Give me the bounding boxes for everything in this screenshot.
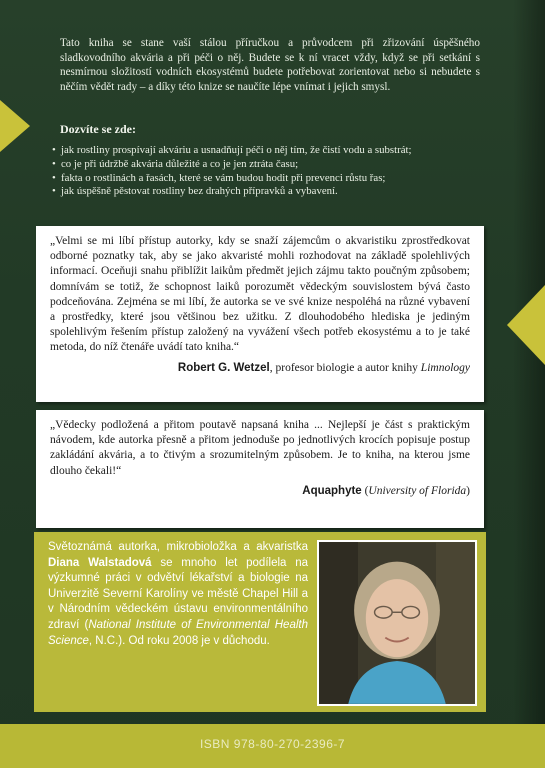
author-affil-open: ( (361, 484, 369, 497)
left-triangle-decoration (0, 100, 30, 152)
author-bio-panel (34, 532, 486, 712)
quote-wetzel (36, 226, 484, 402)
author-name: Robert G. Wetzel (177, 361, 270, 374)
quote-aquaphyte (36, 410, 484, 528)
bio-text (48, 540, 308, 649)
list-item: • fakta o rostlinách a řasách, které se vám budou hodit při prevenci růstu řas; (52, 172, 482, 186)
quote-text: „Velmi se mi líbí přístup autorky, kdy se snaží zájemcům o akvaristiku zprostředkovat odborné poznatky tak, aby se jako akvaristé mohli rozhodovat na základě spolehlivých informací. Oceňuji snahu přiblížit laikům předmět jejich zájmu takto poučným způsobem; domnívám se totiž, že schopnost laiků porozumět vědeckým souvislostem bývá často podceňována. Zejména se mi líbí, že autorka se ve své knize nespoléhá na různé vybavení a prostředky, které jsou většinou bez užitku. Z dlouhodobého hlediska je jediným spolehlivým řešením přístup založený na vyvážení všech potřeb ekosystému a to je také metoda, do níž čtenáře uvádí tato kniha.“ (50, 235, 470, 354)
bio-author-name: Diana Walstadová (48, 556, 152, 569)
quote-text: „Vědecky podložená a přitom poutavě napsaná kniha ... Nejlepší je část s praktickým návodem, kde autorka přesně a přitom jednoduše po jednotlivých krocích popisuje postup zakládání akvária, a to čtivým a srozumitelným způsobem. Je to kniha, na kterou jsme dlouho čekali!“ (50, 419, 470, 477)
learn-heading: Dozvíte se zde: (60, 122, 136, 136)
author-book: Limnology (420, 361, 470, 374)
author-name: Aquaphyte (302, 484, 362, 497)
author-role: , profesor biologie a autor knihy (269, 361, 421, 374)
bio-part-3: , N.C.). Od roku 2008 je v důchodu. (88, 634, 270, 647)
bio-part-1: Světoznámá autorka, mikrobioložka a akvaristka (48, 541, 308, 553)
quote-author (50, 361, 470, 376)
spine-shadow (513, 0, 545, 768)
intro-paragraph (60, 36, 480, 94)
right-triangle-decoration (507, 285, 545, 365)
bio-part-2: se mnoho let podílela na výzkumné práci v odvětví lékařství a biologie na Univerzitě Severní Karolíny ve městě Chapel Hill a v Národním vědeckém ústavu environmentálního zdraví ( (48, 556, 308, 631)
list-item: • co je při údržbě akvária důležité a co je jen ztráta času; (52, 158, 482, 172)
intro-text: Tato kniha se stane vaší stálou příručkou a průvodcem při zřizování úspěšného sladkovodního akvária a při péči o něj. Budete se k ní vracet vždy, když se při setkání s nesmírnou složitostí vodních ekosystémů budete potřebovat zorientovat nebo si nebudete s něčím vědět rady – a díky této knize se naučíte lépe vnímat i jejich smysl. (60, 37, 480, 93)
author-affil-close: ) (466, 484, 470, 497)
author-photo (317, 540, 477, 706)
author-affiliation: University of Florida (368, 484, 467, 497)
learn-list (52, 144, 482, 199)
bio-institute: National Institute of Environmental Health Science (48, 618, 308, 647)
author-portrait-image (319, 542, 475, 704)
quote-author (50, 484, 470, 499)
isbn-number: ISBN 978-80-270-2396-7 (199, 737, 346, 751)
list-item: • jak úspěšně pěstovat rostliny bez drahých přípravků a vybavení. (52, 185, 482, 199)
list-item: • jak rostliny prospívají akváriu a usnadňují péči o něj tím, že čistí vodu a substrát; (52, 144, 482, 158)
